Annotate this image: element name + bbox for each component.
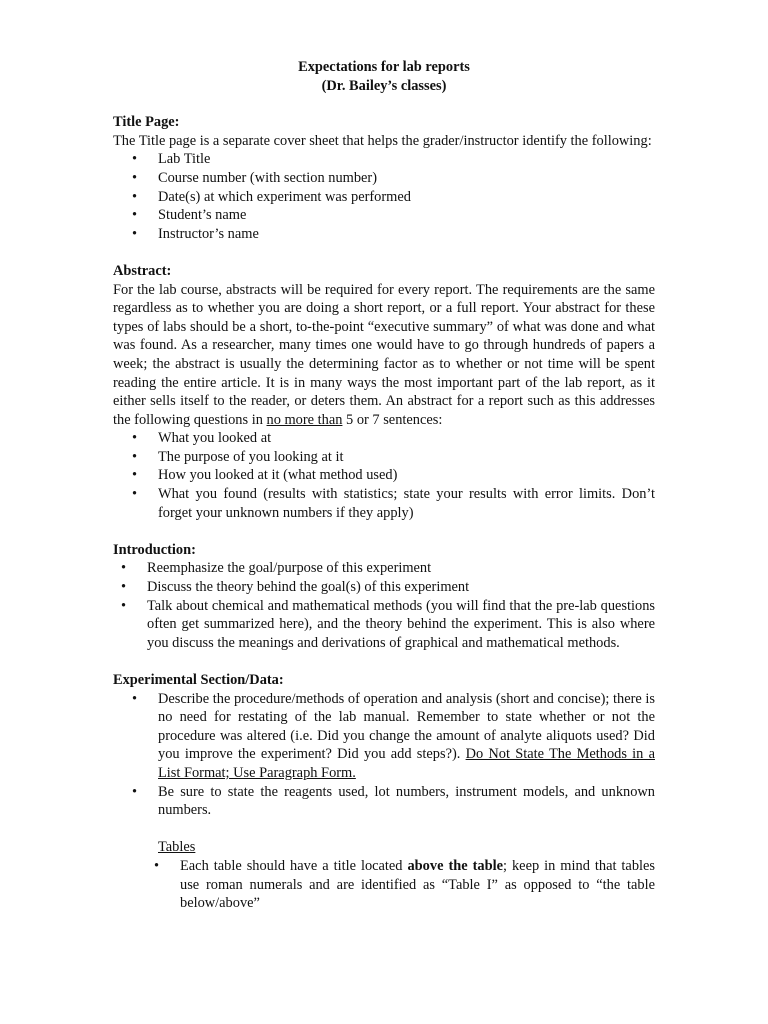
introduction-section <box>113 541 655 653</box>
title-line-1: Expectations for lab reports <box>298 59 470 75</box>
title-page-section <box>113 113 655 243</box>
experimental-section <box>113 671 655 913</box>
list-item: • Lab Title <box>158 150 655 169</box>
list-item: • Be sure to state the reagents used, lot numbers, instrument models, and unknown numbers. <box>158 783 655 820</box>
abstract-section <box>113 262 655 522</box>
list-item: • Instructor’s name <box>158 225 655 244</box>
tables-item-text-2: ; keep in mind that tables use roman numerals and are identified as “Table I” as opposed to “the table below/above” <box>180 857 656 912</box>
title-line-2: (Dr. Bailey’s classes) <box>321 77 447 94</box>
experimental-item-1-text: Describe the procedure/methods of operation and analysis (short and concise); there is no need for restating of the lab manual. Remember to state whether or not the procedure was altered (i.e. Did you change the amount of analyte aliquots used? Did you improve the experiment? Did you add steps?). <box>158 690 655 763</box>
list-item: • What you looked at <box>158 429 655 448</box>
abstract-list <box>158 429 655 522</box>
tables-item-bold: above the table <box>407 857 503 874</box>
document-page <box>113 58 655 913</box>
document-title <box>113 58 655 95</box>
abstract-text-part-1: For the lab course, abstracts will be required for every report. The requirements are the same regardless as to whether you are doing a short report, or a full report. Your abstract for these types of labs should be a short, to-the-point “executive summary” of what was done and what was found. As a researcher, many times one would have to go through hundreds of papers a week; the abstract is usually the determining factor as to whether or not time will be spent reading the entire article. It is in many ways the most important part of the lab report, as it either sells itself to the reader, or deters them. An abstract for a report such as this addresses the following questions in <box>113 281 655 428</box>
list-item: • Date(s) at which experiment was performed <box>158 188 655 207</box>
list-item: • Discuss the theory behind the goal(s) of this experiment <box>147 578 655 597</box>
tables-subheading: Tables <box>158 839 196 856</box>
abstract-heading: Abstract: <box>113 262 172 279</box>
list-item <box>180 857 655 913</box>
experimental-heading: Experimental Section/Data: <box>113 672 284 688</box>
introduction-list <box>147 559 655 652</box>
experimental-item-1-underlined: Do Not State The Methods in a List Format; Use Paragraph Form. <box>158 746 655 781</box>
tables-list <box>180 857 655 913</box>
list-item: • Reemphasize the goal/purpose of this experiment <box>147 559 655 578</box>
abstract-text-part-2: 5 or 7 sentences: <box>342 411 443 428</box>
list-item: • Student’s name <box>158 206 655 225</box>
list-item: • Talk about chemical and mathematical methods (you will find that the pre-lab questions often get summarized here), and the theory behind the experiment. This is also where you discuss the meanings and derivations of graphical and mathematical methods. <box>147 597 655 653</box>
title-page-list <box>158 150 655 243</box>
title-page-intro: The Title page is a separate cover sheet that helps the grader/instructor identify the following: <box>113 132 652 149</box>
abstract-paragraph <box>113 281 655 430</box>
list-item: • What you found (results with statistics; state your results with error limits. Don’t forget your unknown numbers if they apply) <box>158 485 655 522</box>
list-item <box>158 690 655 783</box>
list-item: • The purpose of you looking at it <box>158 448 655 467</box>
tables-item-text-1: Each table should have a title located <box>180 857 408 874</box>
introduction-heading: Introduction: <box>113 541 196 558</box>
list-item: • How you looked at it (what method used) <box>158 466 655 485</box>
abstract-underlined-phrase: no more than <box>266 411 343 428</box>
title-page-heading: Title Page: <box>113 114 180 131</box>
list-item: • Course number (with section number) <box>158 169 655 188</box>
experimental-list <box>158 690 655 820</box>
